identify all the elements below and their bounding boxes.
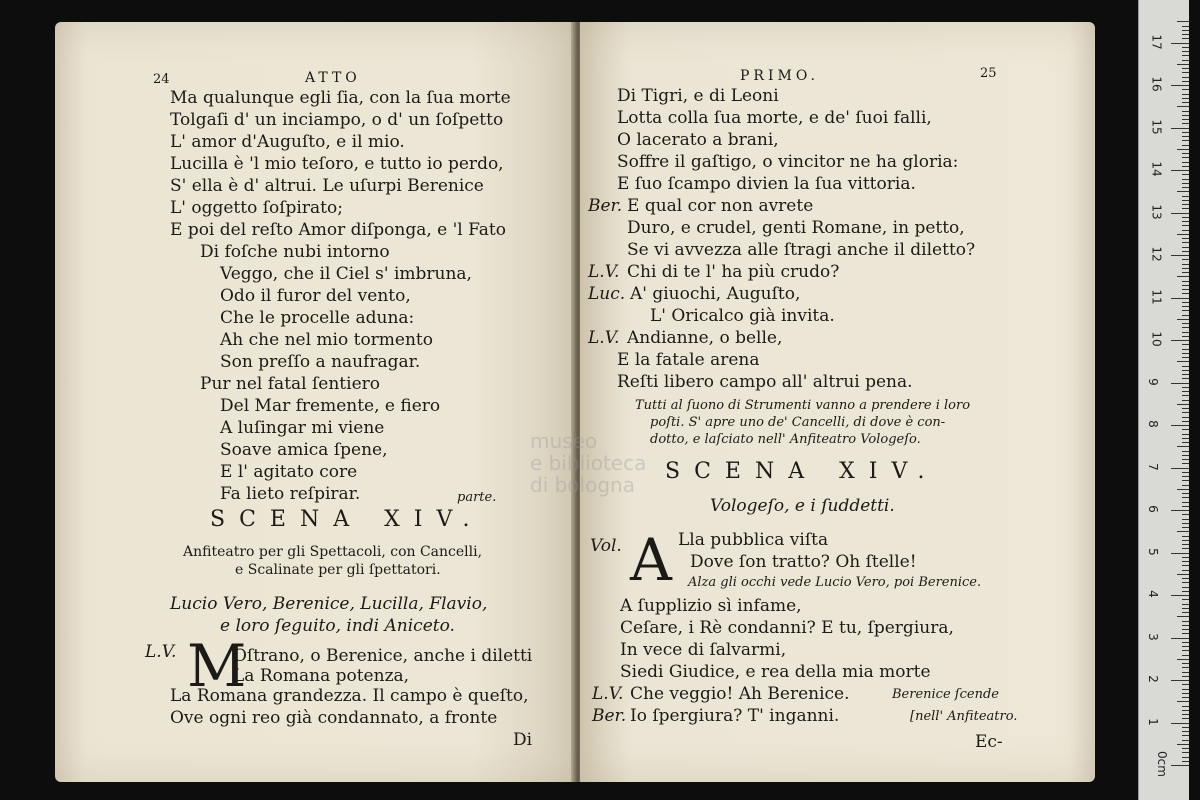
ruler-tick: [1182, 582, 1189, 583]
speaker-label: Ber.: [592, 706, 627, 726]
ruler-tick: [1171, 128, 1189, 129]
ruler-tick: [1182, 565, 1189, 566]
ruler-tick: [1182, 153, 1189, 154]
ruler-tick: [1182, 650, 1189, 651]
ruler-tick: [1182, 221, 1189, 222]
ruler-tick: [1182, 629, 1189, 630]
ruler-tick: [1182, 676, 1189, 677]
ruler-tick: [1182, 34, 1189, 35]
ruler-number: 2: [1145, 675, 1160, 683]
ruler-number: 14: [1149, 161, 1164, 177]
ruler-number: 11: [1149, 288, 1164, 305]
ruler-tick: [1182, 621, 1189, 622]
ruler-tick: [1182, 68, 1189, 69]
ruler-tick: [1182, 557, 1189, 558]
ruler-tick: [1182, 493, 1189, 494]
verse-line: Ah che nel mio tormento: [220, 330, 433, 350]
ruler-tick: [1182, 625, 1189, 626]
ruler-number: 8: [1145, 420, 1160, 428]
speech-line: Lla pubblica viſta: [678, 530, 829, 550]
character-list: Lucio Vero, Berenice, Lucilla, Flavio,: [170, 594, 488, 614]
ruler-tick: [1182, 693, 1189, 694]
verse-line: O lacerato a brani,: [617, 130, 779, 150]
ruler-tick: [1177, 149, 1189, 150]
verse-line: Soffre il gaſtigo, o vincitor ne ha gloria:: [617, 152, 959, 172]
ruler-tick: [1182, 94, 1189, 95]
ruler-tick: [1182, 38, 1189, 39]
speech-line: In vece di ſalvarmi,: [620, 640, 787, 660]
ruler-tick: [1182, 174, 1189, 175]
speech-line: Oſtrano, o Berenice, anche i diletti: [233, 646, 533, 666]
ruler-tick: [1182, 391, 1189, 392]
ruler-tick: [1182, 332, 1189, 333]
ruler-tick: [1182, 417, 1189, 418]
page-number: 25: [980, 66, 997, 81]
ruler-tick: [1182, 306, 1189, 307]
verse-line: S' ella è d' altrui. Le uſurpi Berenice: [170, 176, 484, 196]
ruler-tick: [1182, 102, 1189, 103]
speech-line: Chi di te l' ha più crudo?: [627, 262, 840, 282]
speech-line: Reſti libero campo all' altrui pena.: [617, 372, 913, 392]
ruler-tick: [1182, 179, 1189, 180]
ruler-tick: [1177, 234, 1189, 235]
ruler-tick: [1182, 718, 1189, 719]
ruler-number: 4: [1145, 590, 1160, 598]
verse-line: Tolgaſi d' un inciampo, o d' un ſoſpetto: [170, 110, 504, 130]
ruler-tick: [1177, 659, 1189, 660]
ruler-tick: [1182, 408, 1189, 409]
speaker-label: L.V.: [592, 684, 624, 704]
verse-line: Ma qualunque egli ſia, con la ſua morte: [170, 88, 511, 108]
watermark-line: di bologna: [530, 473, 635, 497]
ruler-tick: [1182, 183, 1189, 184]
stage-description: Anfiteatro per gli Spettacoli, con Cancelli,: [183, 544, 483, 560]
ruler-tick: [1182, 748, 1189, 749]
stage-direction: dotto, e laſciato nell' Anfiteatro Vologeſo.: [650, 432, 921, 447]
ruler-tick: [1182, 302, 1189, 303]
ruler-tick: [1171, 595, 1189, 596]
verse-line: Fa lieto reſpirar.: [220, 484, 361, 504]
speech-line: Ceſare, i Rè condanni? E tu, ſpergiura,: [620, 618, 954, 638]
ruler-tick: [1182, 646, 1189, 647]
speech-line: Che veggio! Ah Berenice.: [630, 684, 850, 704]
character-list: Vologeſo, e i ſuddetti.: [710, 496, 895, 516]
ruler-tick: [1177, 531, 1189, 532]
ruler-tick: [1182, 51, 1189, 52]
ruler-tick: [1177, 701, 1189, 702]
verse-line: Di Tigri, e di Leoni: [617, 86, 779, 106]
speech-line: E la fatale arena: [617, 350, 760, 370]
ruler-tick: [1182, 497, 1189, 498]
ruler-tick: [1171, 340, 1189, 341]
ruler-tick: [1182, 344, 1189, 345]
ruler-tick: [1182, 591, 1189, 592]
ruler-tick: [1182, 357, 1189, 358]
stage-direction: [nell' Anfiteatro.: [910, 709, 1018, 724]
ruler-tick: [1177, 574, 1189, 575]
speech-line: L' Oricalco già invita.: [650, 306, 835, 326]
ruler-tick: [1182, 429, 1189, 430]
ruler-tick: [1182, 455, 1189, 456]
verse-line: Soave amica ſpene,: [220, 440, 388, 460]
ruler-tick: [1182, 157, 1189, 158]
ruler-tick: [1182, 115, 1189, 116]
ruler-number: 12: [1149, 246, 1164, 262]
ruler-tick: [1182, 684, 1189, 685]
ruler-tick: [1182, 735, 1189, 736]
ruler-tick: [1182, 251, 1189, 252]
ruler-tick: [1182, 81, 1189, 82]
ruler-tick: [1182, 230, 1189, 231]
verse-line: E l' agitato core: [220, 462, 358, 482]
ruler-tick: [1182, 561, 1189, 562]
ruler-tick: [1182, 98, 1189, 99]
ruler-tick: [1171, 680, 1189, 681]
ruler-tick: [1171, 638, 1189, 639]
ruler-tick: [1182, 145, 1189, 146]
ruler-tick: [1182, 204, 1189, 205]
ruler-number: 16: [1149, 76, 1164, 92]
ruler-tick: [1182, 327, 1189, 328]
ruler-tick: [1171, 510, 1189, 511]
verse-line: Pur nel fatal ſentiero: [200, 374, 380, 394]
speaker-label: L.V.: [588, 262, 620, 282]
ruler-tick: [1182, 89, 1189, 90]
ruler-tick: [1171, 468, 1189, 469]
character-list: e loro ſeguito, indi Aniceto.: [220, 616, 455, 636]
verse-line: A luſingar mi viene: [220, 418, 385, 438]
speech-line: E qual cor non avrete: [627, 196, 814, 216]
speech-line: A' giuochi, Auguſto,: [630, 284, 801, 304]
ruler-tick: [1182, 480, 1189, 481]
ruler-tick: [1177, 64, 1189, 65]
ruler-tick: [1182, 200, 1189, 201]
ruler-tick: [1182, 544, 1189, 545]
ruler-tick: [1182, 485, 1189, 486]
ruler-tick: [1182, 281, 1189, 282]
ruler-tick: [1182, 463, 1189, 464]
ruler-tick: [1177, 489, 1189, 490]
ruler-tick: [1182, 77, 1189, 78]
ruler-tick: [1171, 425, 1189, 426]
ruler-tick: [1182, 727, 1189, 728]
ruler-tick: [1182, 459, 1189, 460]
speech-line: La Romana grandezza. Il campo è queſto,: [170, 686, 529, 706]
ruler-tick: [1171, 85, 1189, 86]
ruler-number: 5: [1145, 547, 1160, 556]
measurement-ruler: [1138, 0, 1189, 800]
ruler-tick: [1182, 421, 1189, 422]
ruler-tick: [1182, 315, 1189, 316]
ruler-tick: [1182, 55, 1189, 56]
ruler-number: 13: [1149, 203, 1164, 220]
ruler-tick: [1182, 697, 1189, 698]
ruler-tick: [1182, 72, 1189, 73]
ruler-tick: [1182, 400, 1189, 401]
verse-line: Son preſſo a naufragar.: [220, 352, 421, 372]
ruler-tick: [1182, 166, 1189, 167]
ruler-tick: [1182, 323, 1189, 324]
ruler-tick: [1182, 642, 1189, 643]
ruler-number: 0cm: [1154, 751, 1169, 777]
speaker-label: L.V.: [145, 642, 177, 662]
ruler-tick: [1171, 170, 1189, 171]
exit-direction: parte.: [457, 490, 497, 505]
ruler-tick: [1182, 370, 1189, 371]
ruler-tick: [1182, 612, 1189, 613]
ruler-tick: [1182, 536, 1189, 537]
ruler-tick: [1177, 404, 1189, 405]
ruler-tick: [1182, 604, 1189, 605]
ruler-tick: [1182, 672, 1189, 673]
speech-line: Ove ogni reo già condannato, a fronte: [170, 708, 498, 728]
ruler-tick: [1182, 540, 1189, 541]
ruler-tick: [1182, 293, 1189, 294]
speech-line: Siedi Giudice, e rea della mia morte: [620, 662, 931, 682]
ruler-tick: [1177, 744, 1189, 745]
ruler-tick: [1171, 723, 1189, 724]
ruler-tick: [1182, 268, 1189, 269]
ruler-tick: [1182, 132, 1189, 133]
ruler-tick: [1182, 310, 1189, 311]
ruler-tick: [1182, 578, 1189, 579]
watermark: [530, 430, 646, 496]
ruler-tick: [1182, 519, 1189, 520]
ruler-tick: [1182, 238, 1189, 239]
ruler-tick: [1182, 655, 1189, 656]
ruler-tick: [1182, 196, 1189, 197]
ruler-tick: [1182, 663, 1189, 664]
ruler-tick: [1171, 553, 1189, 554]
ruler-tick: [1182, 47, 1189, 48]
ruler-tick: [1182, 706, 1189, 707]
ruler-tick: [1182, 187, 1189, 188]
ruler-number: 1: [1145, 717, 1160, 726]
ruler-tick: [1182, 140, 1189, 141]
ruler-tick: [1182, 472, 1189, 473]
page-number: 24: [153, 72, 170, 87]
ruler-tick: [1177, 616, 1189, 617]
ruler-tick: [1182, 548, 1189, 549]
ruler-tick: [1182, 247, 1189, 248]
verse-line: Odo il furor del vento,: [220, 286, 411, 306]
ruler-tick: [1182, 111, 1189, 112]
ruler-tick: [1182, 514, 1189, 515]
ruler-tick: [1182, 740, 1189, 741]
ruler-tick: [1182, 710, 1189, 711]
verse-line: L' oggetto ſoſpirato;: [170, 198, 343, 218]
ruler-tick: [1177, 276, 1189, 277]
left-page: [55, 22, 575, 782]
ruler-tick: [1177, 446, 1189, 447]
speech-line: Io ſpergiura? T' inganni.: [630, 706, 840, 726]
ruler-tick: [1171, 298, 1189, 299]
speaker-label: Luc.: [588, 284, 626, 304]
ruler-tick: [1182, 136, 1189, 137]
ruler-number: 10: [1149, 331, 1164, 347]
speech-line: Dove ſon tratto? Oh ſtelle!: [690, 552, 917, 572]
speaker-label: L.V.: [588, 328, 620, 348]
ruler-number: 6: [1145, 505, 1160, 513]
ruler-tick: [1182, 289, 1189, 290]
ruler-tick: [1177, 191, 1189, 192]
ruler-tick: [1182, 527, 1189, 528]
ruler-tick: [1182, 412, 1189, 413]
ruler-number: 9: [1145, 377, 1160, 386]
catchword: Di: [513, 730, 533, 750]
ruler-tick: [1182, 162, 1189, 163]
verse-line: Del Mar fremente, e fiero: [220, 396, 441, 416]
ruler-number: 7: [1145, 462, 1160, 471]
ruler-tick: [1182, 523, 1189, 524]
speech-line: La Romana potenza,: [233, 666, 410, 686]
ruler-tick: [1182, 119, 1189, 120]
scene-heading: SCENA XIV.: [665, 459, 939, 484]
ruler-tick: [1182, 225, 1189, 226]
ruler-tick: [1182, 395, 1189, 396]
ruler-tick: [1182, 608, 1189, 609]
ruler-tick: [1182, 264, 1189, 265]
ruler-number: 15: [1149, 118, 1164, 135]
watermark-line: e biblioteca: [530, 451, 647, 475]
ruler-tick: [1182, 60, 1189, 61]
ruler-tick: [1182, 570, 1189, 571]
ruler-tick: [1182, 434, 1189, 435]
running-head: ATTO: [305, 70, 361, 86]
drop-cap: A: [630, 526, 672, 594]
ruler-tick: [1182, 599, 1189, 600]
stage-direction: Berenice ſcende: [892, 687, 999, 702]
ruler-tick: [1182, 30, 1189, 31]
speech-line: Andianne, o belle,: [627, 328, 783, 348]
ruler-tick: [1177, 106, 1189, 107]
stage-direction: Tutti al ſuono di Strumenti vanno a prendere i loro: [635, 398, 971, 413]
ruler-tick: [1182, 438, 1189, 439]
ruler-tick: [1182, 272, 1189, 273]
ruler-tick: [1182, 387, 1189, 388]
right-page: [580, 22, 1095, 782]
running-head: PRIMO.: [740, 68, 819, 84]
ruler-tick: [1177, 361, 1189, 362]
open-book: [55, 22, 1095, 782]
ruler-tick: [1182, 633, 1189, 634]
ruler-tick: [1182, 336, 1189, 337]
ruler-tick: [1177, 21, 1189, 22]
ruler-tick: [1182, 451, 1189, 452]
ruler-number: 17: [1149, 33, 1164, 50]
ruler-tick: [1182, 366, 1189, 367]
ruler-tick: [1182, 242, 1189, 243]
ruler-tick: [1182, 761, 1189, 762]
ruler-tick: [1182, 667, 1189, 668]
verse-line: E ſuo ſcampo divien la ſua vittoria.: [617, 174, 916, 194]
verse-line: Di foſche nubi intorno: [200, 242, 390, 262]
verse-line: Che le procelle aduna:: [220, 308, 415, 328]
ruler-tick: [1182, 374, 1189, 375]
ruler-tick: [1182, 587, 1189, 588]
ruler-tick: [1171, 383, 1189, 384]
stage-direction: poſti. S' apre uno de' Cancelli, di dove è con-: [650, 415, 946, 430]
drop-cap: M: [187, 632, 247, 700]
speech-line: A ſupplizio sì infame,: [620, 596, 802, 616]
ruler-tick: [1171, 255, 1189, 256]
ruler-tick: [1171, 43, 1189, 44]
ruler-tick: [1182, 208, 1189, 209]
watermark-line: museo: [530, 429, 598, 453]
ruler-tick: [1182, 285, 1189, 286]
verse-line: Lotta colla ſua morte, e de' ſuoi falli,: [617, 108, 932, 128]
speech-line: Se vi avvezza alle ſtragi anche il diletto?: [627, 240, 976, 260]
ruler-tick: [1177, 319, 1189, 320]
ruler-tick: [1182, 502, 1189, 503]
ruler-tick: [1182, 757, 1189, 758]
ruler-tick: [1182, 689, 1189, 690]
ruler-tick: [1182, 349, 1189, 350]
ruler-tick: [1182, 506, 1189, 507]
ruler-number: 3: [1145, 632, 1160, 641]
ruler-tick: [1171, 213, 1189, 214]
verse-line: L' amor d'Auguſto, e il mio.: [170, 132, 405, 152]
stage-direction: Alza gli occhi vede Lucio Vero, poi Berenice.: [688, 575, 982, 590]
speech-line: Duro, e crudel, genti Romane, in petto,: [627, 218, 965, 238]
ruler-tick: [1182, 217, 1189, 218]
verse-line: Veggo, che il Ciel s' imbruna,: [220, 264, 472, 284]
ruler-tick: [1182, 259, 1189, 260]
verse-line: Lucilla è 'l mio teſoro, e tutto io perdo,: [170, 154, 504, 174]
catchword: Ec-: [975, 732, 1003, 752]
ruler-tick: [1171, 765, 1189, 766]
ruler-tick: [1182, 442, 1189, 443]
ruler-tick: [1182, 123, 1189, 124]
stage-description: e Scalinate per gli ſpettatori.: [235, 562, 441, 578]
ruler-tick: [1182, 378, 1189, 379]
speaker-label: Vol.: [590, 536, 622, 556]
scene-heading: SCENA XIV.: [210, 507, 484, 532]
ruler-tick: [1182, 714, 1189, 715]
ruler-tick: [1182, 476, 1189, 477]
speaker-label: Ber.: [588, 196, 623, 216]
ruler-tick: [1182, 731, 1189, 732]
ruler-tick: [1182, 353, 1189, 354]
ruler-tick: [1182, 752, 1189, 753]
ruler-tick: [1182, 26, 1189, 27]
verse-line: E poi del reſto Amor diſponga, e 'l Fato: [170, 220, 506, 240]
